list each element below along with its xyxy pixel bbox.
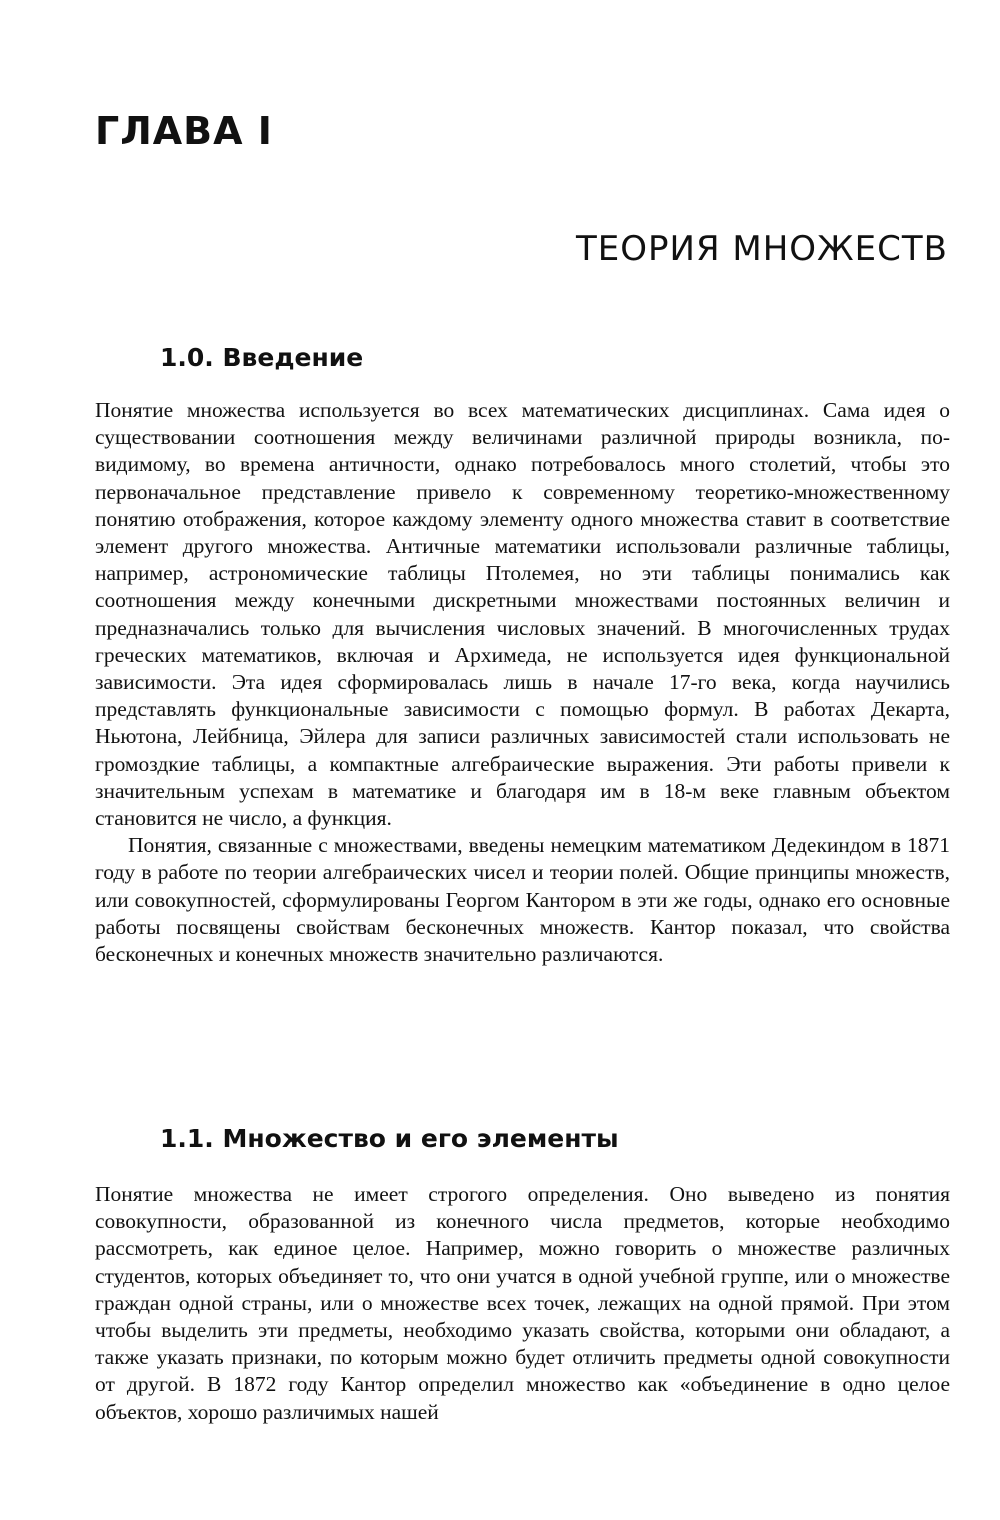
chapter-label: ГЛАВА I [95,109,273,153]
section-heading-introduction: 1.0. Введение [160,343,364,372]
section-body-introduction [95,397,950,968]
section-body-set-and-elements [95,1181,950,1426]
paragraph: Понятия, связанные с множествами, введены немецким математиком Дедекиндом в 1871 году в работе по теории алгебраических чисел и теории полей. Общие принципы множеств, или совокупностей, сформулированы Георгом Кантором в эти же годы, однако его основные работы посвящены свойствам бесконечных множеств. Кантор показал, что свойства бесконечных и конечных множеств значительно различаются. [95,833,950,967]
paragraph: Понятие множества не имеет строгого определения. Оно выведено из понятия совокупности, образованной из конечного числа предметов, которые необходимо рассмотреть, как единое целое. Например, можно говорить о множестве различных студентов, которых объединяет то, что они учатся в одной учебной группе, или о множестве граждан одной страны, или о множестве всех точек, лежащих на одной прямой. При этом чтобы выделить эти предметы, необходимо указать свойства, которыми они обладают, а также указать признаки, по которым можно будет отличить предметы одной совокупности от другой. В 1872 году Кантор определил множество как «объединение в одно целое объектов, хорошо различимых нашей [95,1182,950,1424]
paragraph: Понятие множества используется во всех математических дисциплинах. Сама идея о существовании соотношения между величинами различной природы возникла, по-видимому, во времена античности, однако потребовалось много столетий, чтобы это первоначальное представление привело к современному теоретико-множественному понятию отображения, которое каждому элементу одного множества ставит в соответствие элемент другого множества. Античные математики использовали различные таблицы, например, астрономические таблицы Птолемея, но эти таблицы понимались как соотношения между конечными дискретными множествами постоянных величин и предназначались только для вычисления числовых значений. В многочисленных трудах греческих математиков, включая и Архимеда, не используется идея функциональной зависимости. Эта идея сформировалась лишь в начале 17-го века, когда научились представлять функциональные зависимости с помощью формул. В работах Декарта, Ньютона, Лейбница, Эйлера для записи различных зависимостей стали использовать не громоздкие таблицы, а компактные алгебраические выражения. Эти работы привели к значительным успехам в математике и благодаря им в 18-м веке главным объектом становится не число, а функция. [95,398,950,831]
chapter-title: ТЕОРИЯ МНОЖЕСТВ [576,229,948,269]
section-heading-set-and-elements: 1.1. Множество и его элементы [160,1124,619,1153]
